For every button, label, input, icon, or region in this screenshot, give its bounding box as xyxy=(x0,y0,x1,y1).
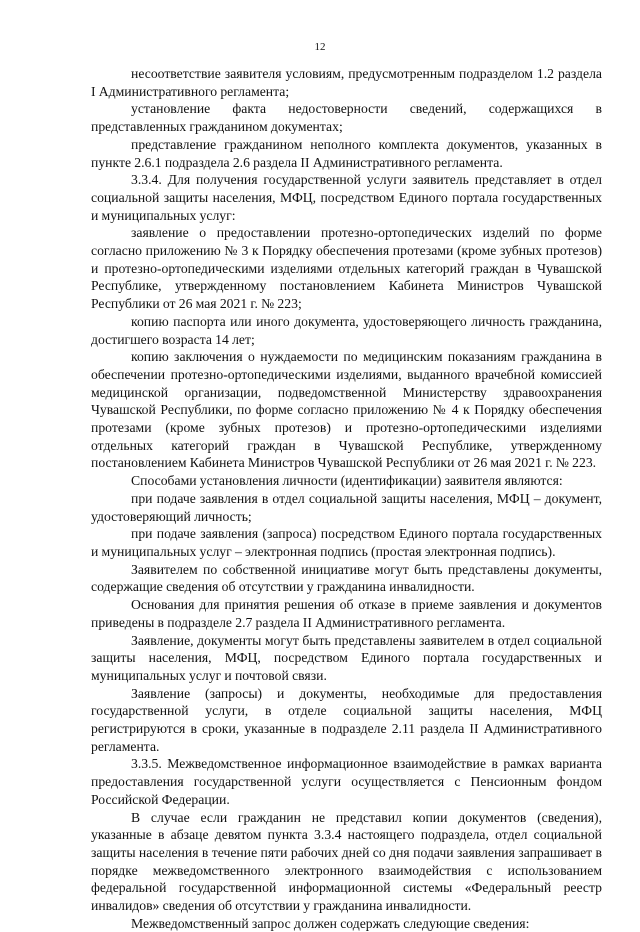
paragraph: при подаче заявления (запроса) посредством Единого портала государственных и муниципальных услуг – электронная подпись (простая электронная подпись). xyxy=(91,526,602,559)
paragraph: Межведомственный запрос должен содержать следующие сведения: xyxy=(131,915,530,931)
paragraph: несоответствие заявителя условиям, предусмотренным подразделом 1.2 раздела I Административного регламента; xyxy=(91,66,602,99)
paragraph: заявление о предоставлении протезно-ортопедических изделий по форме согласно приложению № 3 к Порядку обеспечения протезами (кроме зубных протезов) и протезно-ортопедическими изделиями отдельных категорий граждан в Чувашской Республике, утвержденному постановлением Кабинета Министров Чувашской Республики от 26 мая 2021 г. № 223; xyxy=(91,225,602,312)
paragraph: копию заключения о нуждаемости по медицинским показаниям гражданина в обеспечении протезно-ортопедическими изделиями, выданного врачебной комиссией медицинской организации, подведомственной Министерству здравоохранения Чувашской Республики, по форме согласно приложению № 4 к Порядку обеспечения протезами (кроме зубных протезов) и протезно-ортопедическими изделиями отдельных категорий граждан в Чувашской Республике, утвержденному постановлением Кабинета Министров Чувашской Республики от 26 мая 2021 г. № 223. xyxy=(91,349,602,471)
paragraph: при подаче заявления в отдел социальной защиты населения, МФЦ – документ, удостоверяющий личность; xyxy=(91,490,602,524)
paragraph: 3.3.5. Межведомственное информационное взаимодействие в рамках варианта предоставления государственной услуги осуществляется с Пенсионным фондом Российской Федерации. xyxy=(91,756,602,807)
paragraph: Основания для принятия решения об отказе в приеме заявления и документов приведены в подразделе 2.7 раздела II Административного регламента. xyxy=(91,597,602,630)
page-number: 12 xyxy=(314,41,326,53)
paragraph: Способами установления личности (идентификации) заявителя являются: xyxy=(131,473,563,489)
paragraph: установление факта недостоверности сведений, содержащихся в представленных гражданином документах; xyxy=(91,101,602,135)
document-body xyxy=(91,65,602,932)
paragraph: 3.3.4. Для получения государственной услуги заявитель представляет в отдел социальной защиты населения, МФЦ, посредством Единого портала государственных и муниципальных услуг: xyxy=(91,172,602,223)
paragraph: В случае если гражданин не представил копии документов (сведения), указанные в абзаце девятом пункта 3.3.4 настоящего подраздела, отдел социальной защиты населения в течение пяти рабочих дней со дня подачи заявления запрашивает в порядке межведомственного электронного взаимодействия с использованием федеральной государственной информационной системы «Федеральный реестр инвалидов» сведения об отсутствии у гражданина инвалидности. xyxy=(91,809,602,914)
paragraph: Заявителем по собственной инициативе могут быть представлены документы, содержащие сведения об отсутствии у гражданина инвалидности. xyxy=(91,561,602,595)
paragraph: представление гражданином неполного комплекта документов, указанных в пункте 2.6.1 подраздела 2.6 раздела II Административного регламента. xyxy=(91,136,602,170)
paragraph: Заявление (запросы) и документы, необходимые для предоставления государственной услуги, в отделе социальной защиты населения, МФЦ регистрируются в сроки, указанные в подразделе 2.11 раздела II Административного регламента. xyxy=(91,685,602,754)
paragraph: копию паспорта или иного документа, удостоверяющего личность гражданина, достигшего возраста 14 лет; xyxy=(91,313,602,347)
paragraph: Заявление, документы могут быть представлены заявителем в отдел социальной защиты населения, МФЦ, посредством Единого портала государственных и муниципальных услуг и почтовой связи. xyxy=(91,632,602,683)
